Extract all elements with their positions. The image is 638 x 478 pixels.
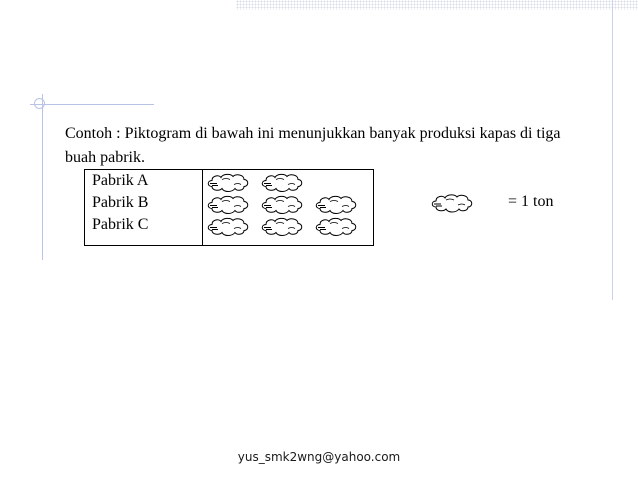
decorative-corner-circle (34, 98, 45, 109)
decorative-right-line (612, 0, 613, 300)
cotton-cloud-icon (316, 196, 356, 213)
cotton-cloud-icon (432, 195, 472, 212)
cotton-cloud-icon (262, 218, 302, 235)
intro-text: Contoh : Piktogram di bawah ini menunjukkan banyak produksi kapas di tiga buah pabrik. (65, 125, 561, 166)
cotton-cloud-icon (208, 196, 248, 213)
legend-label: = 1 ton (508, 193, 554, 210)
cotton-cloud-icon (208, 174, 248, 191)
row-label-1: Pabrik A (92, 172, 149, 189)
pictogram-table (84, 169, 374, 246)
row-label-2: Pabrik B (92, 194, 149, 211)
decorative-dot-band (236, 0, 638, 10)
cotton-cloud-icon (262, 174, 302, 191)
decorative-left-line (42, 94, 43, 260)
pictogram-legend (428, 190, 568, 216)
cotton-cloud-icon (262, 196, 302, 213)
footer-email: yus_smk2wng@yahoo.com (237, 450, 401, 464)
decorative-top-line (30, 104, 154, 105)
row-label-3: Pabrik C (92, 216, 149, 233)
cotton-cloud-icon (316, 218, 356, 235)
legend-icon-area (428, 190, 478, 216)
cotton-cloud-icon (208, 218, 248, 235)
